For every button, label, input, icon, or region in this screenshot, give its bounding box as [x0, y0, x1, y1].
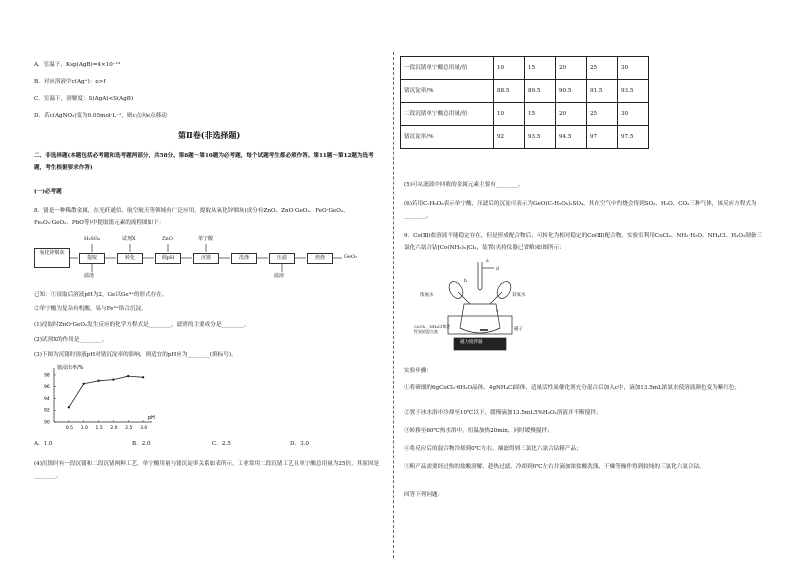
chart-ylabel: 锗浸出率/% — [57, 365, 84, 371]
flow-box-leach: 提取 — [79, 253, 105, 264]
flow-box-wash: 洗涤 — [231, 253, 257, 264]
apparatus-label-ammonia: 浓氨水 — [420, 293, 434, 298]
step-5: ⑤粗产品需要经过热的盐酸溶解、趁热过滤，冷却到0℃左右并滴加浓盐酸洗涤、干燥等操作得到较纯的三氯化六氨合钴。 — [404, 464, 705, 470]
flow-reagent-h2so4: H₂SO₄ — [84, 236, 100, 242]
apparatus-label-h2o2: 双氧水 — [512, 293, 526, 298]
table-cell: 30 — [618, 103, 649, 126]
chart-point — [97, 380, 99, 382]
chart-x-tick-label: 3.0 — [140, 426, 148, 431]
chart-point — [142, 376, 144, 378]
table-cell: 89.5 — [525, 80, 556, 103]
table-row — [401, 126, 649, 149]
q8-part-4: (4)沉锗时有一段沉锗和二段沉锗两种工艺，单宁酸用量与锗沉淀率关系如表所示，工业常用二段沉锗工艺且单宁酸总用量为25倍，其原因是________。 — [34, 461, 380, 479]
step-1: ①将研细的6gCoCl₂·6H₂O晶体、4gNH₄Cl固体、适量活性炭催化剂充分混合后加入c中，滴加13.5mL浓氨水使溶液颜色变为紫红色； — [404, 385, 741, 391]
q8-3-option-d: D．3.0 — [290, 441, 309, 447]
flow-box-roast: 焙烧 — [307, 253, 333, 264]
chart-y-tick-label: 94 — [44, 396, 50, 402]
apparatus-letter-a: a — [486, 259, 489, 264]
apparatus-diagram — [414, 258, 548, 360]
table-cell: 90.5 — [556, 80, 587, 103]
apparatus-label-stirbar: 磁子 — [514, 327, 523, 332]
step-4: ④将反应后的混合物冷却到0℃左右，抽滤得到三氯化六氨合钴粗产品； — [404, 446, 582, 452]
q8-3-option-b: B．2.0 — [132, 441, 151, 447]
table-cell: 93.5 — [525, 126, 556, 149]
table-header-cell: 锗沉淀率/% — [401, 80, 494, 103]
table-cell: 20 — [556, 103, 587, 126]
flow-box-filter: 压滤 — [269, 253, 295, 264]
q8-3-option-c: C．2.5 — [212, 441, 231, 447]
apparatus-letter-b: b — [464, 279, 467, 284]
chart-y-tick-label: 90 — [44, 420, 50, 426]
apparatus-drawing — [418, 258, 548, 360]
table-cell: 94.5 — [556, 126, 587, 149]
chart-x-tick-label: 2.5 — [125, 426, 133, 431]
step-3: ③转移至60℃热水浴中，恒温加热20min，同时缓慢搅拌； — [404, 428, 553, 434]
flow-box-precipitate: 沉锗 — [193, 253, 219, 264]
q8-part-5: (5)可从滤液中回收的金属元素主要有________。 — [404, 182, 524, 188]
apparatus-label-mixture: CoCl₂、NH₄Cl和活性炭的混合液 — [414, 324, 451, 334]
chart-xlabel: pH — [148, 415, 155, 421]
table-cell: 15 — [525, 103, 556, 126]
chart-x-tick-label: 0.5 — [65, 426, 74, 431]
chart-series-line — [69, 376, 143, 407]
table-cell: 20 — [556, 57, 587, 80]
chart-y-tick-label: 92 — [44, 408, 50, 414]
table-cell: 30 — [618, 57, 649, 80]
apparatus-letter-d: d — [496, 267, 499, 272]
table-row — [401, 57, 649, 80]
q8-intro: 8．锗是一种稀散金属，在光纤通信、航空航天等领域有广泛应用，提取从氧化锌烟灰(成分有ZnO、ZnO·GeO₂、FeO·GeO₂、Fe₂O₃·GeO₂、PbO等)中提取锗元素的流程图如下： — [34, 208, 349, 226]
q8-part-2: (2)试剂X的作用是________。 — [34, 337, 108, 343]
flow-reagent-zno: ZnO — [162, 236, 173, 242]
section-intro: 二、非选择题(本题包括必考题和选考题两部分，共58分。第8题～第10题为必考题，每个试题考生都必须作答。第11题～第12题为选考题，考生根据要求作答) — [34, 153, 374, 171]
table-row — [401, 103, 649, 126]
table-cell: 92 — [494, 126, 525, 149]
table-header-cell: 一段沉锗单宁酸总用量/倍 — [401, 57, 494, 80]
chart-point — [68, 406, 70, 408]
q8-3-option-a: A．1.0 — [34, 441, 53, 447]
chart-x-tick-label: 1.5 — [95, 426, 103, 431]
q9-intro: 9．Co(Ⅲ)盐溶液不能稳定存在，但是形成配合物后，可转化为相对稳定的Co(Ⅲ)配合物。实验室利用CoCl₂、NH₃·H₂O、NH₄Cl、H₂O₂制备三氯化六氨合钴[Co(NH₃)₆]Cl₃，装置(夹持仪器已省略)如图所示： — [404, 233, 762, 251]
option-a: A．室温下，Ksp(AgB)=4×10⁻¹³ — [34, 62, 121, 68]
apparatus-letter-c: c — [496, 309, 499, 314]
table-cell: 97 — [587, 126, 618, 149]
flow-residue: 滤渣 — [84, 273, 95, 279]
chart-x-tick-label: 1.0 — [80, 426, 88, 431]
table-cell: 25 — [587, 103, 618, 126]
flow-box-ph: 调pH — [155, 253, 181, 264]
table-row — [401, 80, 649, 103]
section-title: 第Ⅱ卷(非选择题) — [178, 130, 241, 140]
table-header-cell: 锗沉淀率/% — [401, 126, 494, 149]
required-label: (一)必考题 — [34, 189, 62, 195]
table-cell: 88.5 — [494, 80, 525, 103]
flow-reagent-x: 试剂X — [122, 236, 136, 242]
table-cell: 25 — [587, 57, 618, 80]
chart-point — [82, 383, 84, 385]
column-divider — [393, 52, 394, 558]
table-cell: 97.5 — [618, 126, 649, 149]
flow-box-raw: 氧化锌烟灰 — [34, 248, 70, 268]
option-b: B．对应溶液中c(Ag⁺)：e>f — [34, 79, 106, 85]
flow-end-label: GeO₂ — [344, 254, 358, 260]
option-d: D．若c(AgNO₃)变为0.05mol·L⁻¹，则c点向e点移动 — [34, 113, 167, 119]
q8-part-3: (3)下图为沉锗时溶液pH对锗沉淀率的影响，则适宜的pH应为________(填标号)。 — [34, 352, 237, 358]
known-2: ②单宁酸为复杂有机酸，易与Fe³⁺络合沉淀。 — [34, 306, 147, 312]
known-1: 已知：①浸取后溶液pH为2，Ge以Ge⁴⁺的形式存在。 — [34, 292, 168, 298]
ph-chart — [34, 362, 164, 434]
flow-reagent-tannic: 单宁酸 — [198, 236, 214, 242]
chart-x-tick-label: 2.0 — [110, 426, 118, 431]
q8-part-6: (6)若用C₇H₆O₆表示单宁酸，压滤后的沉淀可表示为GeO(C₇H₅O₆)₂SO₄，其在空气中灼烧会得到SO₂、H₂O、CO₂三种气体，该反应方程式为________。 — [404, 201, 757, 219]
answer-prompt: 回答下列问题： — [404, 492, 444, 498]
q8-part-1: (1)浸取时ZnO·GeO₂发生反应的化学方程式是________，滤渣的主要成分是________。 — [34, 322, 250, 328]
table-cell: 93.5 — [618, 80, 649, 103]
table-header-cell: 二段沉锗单宁酸总用量/倍 — [401, 103, 494, 126]
chart-point — [127, 375, 129, 377]
steps-title: 实验步骤： — [404, 368, 432, 374]
table-cell: 15 — [525, 57, 556, 80]
chart-y-tick-label: 98 — [44, 373, 50, 379]
option-c: C．室温下，溶解度：S(AgA)<S(AgB) — [34, 96, 134, 102]
apparatus-label-stirrer: 磁力搅拌器 — [460, 340, 483, 345]
flow-box-convert: 转化 — [117, 253, 143, 264]
step-2: ②置于冰水浴中冷却至10℃以下，缓慢滴加13.5mL5%H₂O₂溶液并不断搅拌； — [404, 410, 602, 416]
flow-filtrate: 滤液 — [274, 273, 285, 279]
chart-y-tick-label: 96 — [44, 385, 50, 391]
table-cell: 10 — [494, 57, 525, 80]
chart-point — [112, 378, 114, 380]
table-cell: 10 — [494, 103, 525, 126]
table-cell: 91.5 — [587, 80, 618, 103]
process-flowchart — [34, 232, 374, 284]
tannic-acid-table — [400, 56, 649, 149]
